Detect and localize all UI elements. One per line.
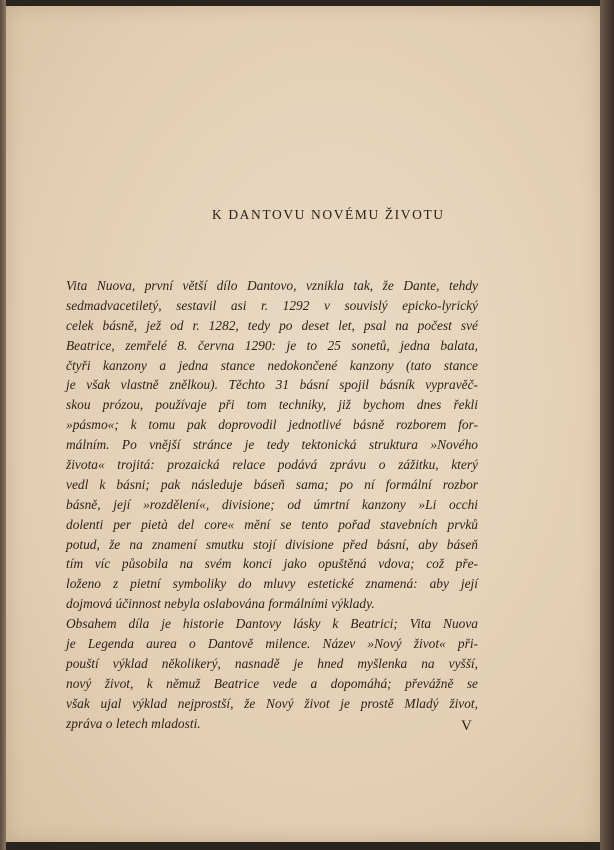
page-number: V: [461, 718, 472, 734]
text-line: je Legenda aurea o Dantově milence. Název »Nový život« při-: [66, 636, 478, 652]
text-line: básně, její »rozdělení«, divisione; od úmrtní kanzony »Li occhi: [66, 496, 478, 512]
body-text: [66, 276, 478, 733]
paragraph: [66, 614, 478, 733]
text-line: však ujal výklad nejprostší, že Nový život je prostě Mladý život,: [66, 695, 478, 711]
book-spine: [600, 0, 614, 850]
text-line: skou prózou, používaje při tom techniky, již bychom dnes řekli: [66, 397, 478, 413]
text-line: vedl k básni; pak následuje báseň sama; po ní formální rozbor: [66, 476, 478, 492]
text-line: málním. Po vnější stránce je tedy tektonická struktura »Nového: [66, 437, 478, 453]
text-line: celek básně, jež od r. 1282, tedy po deset let, psal na počest své: [66, 317, 478, 333]
text-line: Beatrice, zemřelé 8. června 1290: je to 25 sonetů, jedna balata,: [66, 337, 478, 353]
text-line: potud, že na znamení smutku stojí divisione před básní, aby báseň: [66, 536, 478, 552]
text-line: zpráva o letech mladosti.: [66, 715, 201, 731]
text-line: čtyři kanzony a jedna stance nedokončené kanzony (tato stance: [66, 357, 478, 373]
text-line: pouští výklad několikerý, nasnadě je hned myšlenka na vyšší,: [66, 655, 478, 671]
text-line: je však vlastně znělkou). Těchto 31 básní spojil básník vypravěč-: [66, 377, 478, 393]
text-line: tím víc působila na svém konci jako opuštěná vdova; což pře-: [66, 556, 478, 572]
text-line: dojmová účinnost nebyla oslabována formálními výklady.: [66, 596, 375, 612]
text-line: nový život, k němuž Beatrice vede a dopomáhá; převážně se: [66, 675, 478, 691]
text-line: života« trojitá: prozaická relace podává zprávu o zážitku, který: [66, 457, 478, 473]
text-line: Vita Nuova, první větší dílo Dantovo, vznikla tak, že Dante, tehdy: [66, 278, 478, 293]
text-line: »pásmo«; k tomu pak doprovodil jednotlivé básně rozborem for-: [66, 417, 478, 433]
book-page: [6, 6, 600, 842]
text-line: dolenti per pietà del core« mění se tento pořad stavebních prvků: [66, 516, 478, 532]
text-line: sedmadvacetiletý, sestavil asi r. 1292 v souvislý epicko-lyrický: [66, 297, 478, 313]
paragraph: [66, 276, 478, 614]
text-line: Obsahem díla je historie Dantovy lásky k Beatrici; Vita Nuova: [66, 616, 478, 632]
chapter-heading: K DANTOVU NOVÉMU ŽIVOTU: [212, 207, 445, 222]
text-line: loženo z pietní symboliky do mluvy estetické znamená: aby její: [66, 576, 478, 592]
